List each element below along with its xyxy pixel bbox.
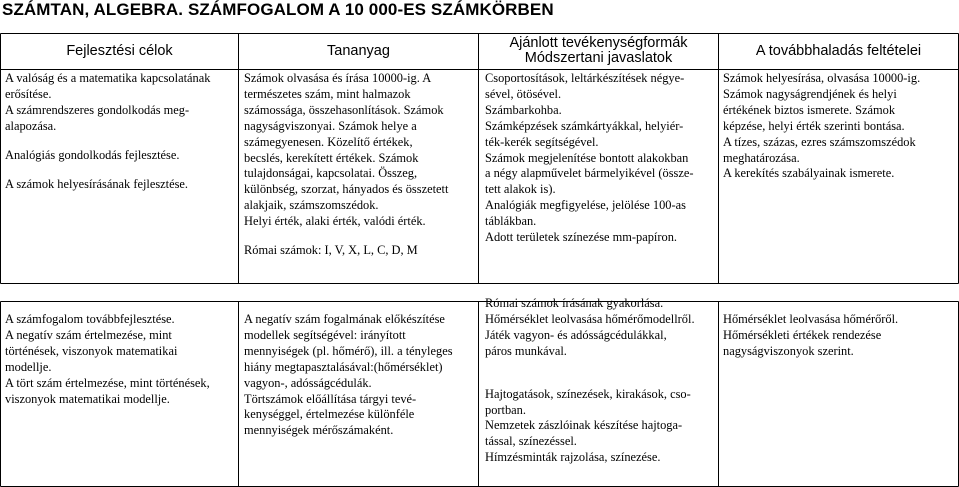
header-tevekenysegformak-line2: Módszertani javaslatok bbox=[524, 50, 673, 66]
cell-line: mennyiségek mérőszámaként. bbox=[244, 423, 394, 438]
cell-line: Hőmérsékleti értékek rendezése bbox=[723, 327, 882, 342]
cell-line: A számok helyesírásának fejlesztése. bbox=[5, 176, 189, 191]
cell-line: nagyságviszonyai. Számok helye a bbox=[244, 118, 417, 133]
cell-line: Számbarkohba. bbox=[485, 102, 562, 117]
cell-line: értékének biztos ismerete. Számok bbox=[723, 102, 896, 117]
cell-line: Hőmérséklet leolvasása hőmérőmodellről. bbox=[485, 311, 695, 326]
cell-line: táblákban. bbox=[485, 214, 537, 229]
cell-line: A negatív szám fogalmának előkészítése bbox=[244, 312, 445, 326]
cell-line: vagyon-, adósságcédulák. bbox=[244, 375, 372, 390]
cell-line: A valóság és a matematika kapcsolatának bbox=[5, 71, 211, 85]
header-tevekenysegformak-line1: Ajánlott tevékenységformák bbox=[509, 35, 688, 51]
row1-tovabbhaladas-cell bbox=[723, 71, 920, 182]
cell-line: Számok helyesírása, olvasása 10000-ig. bbox=[723, 71, 921, 85]
cell-line: Helyi érték, alaki érték, valódi érték. bbox=[244, 214, 426, 229]
cell-line: A tört szám értelmezése, mint történések, bbox=[5, 375, 210, 390]
cell-line: viszonyok matematikai modellje. bbox=[5, 391, 170, 406]
cell-line: Számok nagyságrendjének és helyi bbox=[723, 86, 897, 101]
cell-spacer bbox=[485, 360, 695, 387]
cell-line: képzése, helyi érték szerinti bontása. bbox=[723, 118, 905, 133]
cell-line: Számok megjelenítése bontott alakokban bbox=[485, 150, 689, 165]
page-title: SZÁMTAN, ALGEBRA. SZÁMFOGALOM A 10 000-ES SZÁMKÖRBEN bbox=[2, 0, 554, 19]
cell-line: A negatív szám értelmezése, mint bbox=[5, 327, 172, 342]
cell-line: Nemzetek zászlóinak készítése hajtoga- bbox=[485, 418, 683, 433]
cell-line: természetes szám, mint halmazok bbox=[244, 86, 411, 101]
cell-line: Számok olvasása és írása 10000-ig. A bbox=[244, 71, 432, 85]
cell-line: a négy alapművelet bármelyikével (össze- bbox=[485, 166, 694, 181]
cell-line: tett alakok is). bbox=[485, 182, 556, 197]
cell-line: portban. bbox=[485, 402, 526, 417]
row1-fejlesztesi-celok-cell bbox=[5, 71, 210, 192]
row1-tevekenysegformak-cell bbox=[485, 71, 694, 246]
row1-tananyag-cell bbox=[244, 71, 448, 259]
cell-line: Csoportosítások, leltárkészítések négye- bbox=[485, 71, 685, 85]
cell-spacer bbox=[244, 230, 448, 243]
header-tananyag: Tananyag bbox=[327, 43, 390, 59]
cell-line: mennyiségek (pl. hőmérő), ill. a tényleges bbox=[244, 343, 453, 358]
cell-line: Analógiák megfigyelése, jelölése 100-as bbox=[485, 198, 686, 213]
row2-tananyag-cell bbox=[244, 312, 453, 439]
header-tovabbhaladas-feltetelei: A továbbhaladás feltételei bbox=[755, 43, 922, 59]
cell-line: számegyenesen. Közelítő értékek, bbox=[244, 134, 413, 149]
cell-line: Hímzésminták rajzolása, színezése. bbox=[485, 450, 661, 465]
cell-line: erősítése. bbox=[5, 86, 52, 101]
cell-spacer bbox=[5, 164, 210, 177]
row2-tovabbhaladas-cell bbox=[723, 312, 898, 360]
cell-line: különbség, szorzat, hányados és összetett bbox=[244, 182, 449, 197]
cell-line: sével, ötösével. bbox=[485, 86, 562, 101]
cell-line: Adott területek színezése mm-papíron. bbox=[485, 230, 677, 245]
cell-line: tással, színezéssel. bbox=[485, 434, 577, 449]
cell-line: Hajtogatások, színezések, kirakások, cso- bbox=[485, 386, 691, 401]
cell-line: alapozása. bbox=[5, 118, 57, 133]
cell-line: alakjaik, számszomszédok. bbox=[244, 198, 379, 213]
cell-line: számossága, összehasonlítások. Számok bbox=[244, 102, 444, 117]
cell-line: kenységgel, értelmezése különféle bbox=[244, 407, 415, 422]
cell-line: A számrendszeres gondolkodás meg- bbox=[5, 102, 190, 117]
cell-line: Játék vagyon- és adósságcédulákkal, bbox=[485, 327, 667, 342]
cell-line: történések, viszonyok matematikai bbox=[5, 343, 178, 358]
cell-line: nagyságviszonyok szerint. bbox=[723, 343, 854, 358]
cell-line: Római számok: I, V, X, L, C, D, M bbox=[244, 243, 418, 258]
cell-line: becslés, kerekített értékek. Számok bbox=[244, 150, 419, 165]
cell-spacer bbox=[5, 135, 210, 148]
cell-line: A számfogalom továbbfejlesztése. bbox=[5, 312, 175, 326]
cell-line: A tízes, százas, ezres számszomszédok bbox=[723, 134, 916, 149]
cell-line: tulajdonságai, kapcsolatai. Összeg, bbox=[244, 166, 418, 181]
cell-line: páros munkával. bbox=[485, 343, 567, 358]
cell-line: meghatározása. bbox=[723, 150, 800, 165]
cell-line: modellje. bbox=[5, 359, 52, 374]
cell-line: Számképzések számkártyákkal, helyiér- bbox=[485, 118, 684, 133]
cell-line: ték-kerék segítségével. bbox=[485, 134, 599, 149]
cell-line: Törtszámok előállítása tárgyi tevé- bbox=[244, 391, 417, 406]
cell-line: modellek segítségével: irányított bbox=[244, 327, 406, 342]
header-fejlesztesi-celok: Fejlesztési célok bbox=[66, 43, 173, 59]
cell-line: Hőmérséklet leolvasása hőmérőről. bbox=[723, 312, 899, 326]
cell-line: Analógiás gondolkodás fejlesztése. bbox=[5, 147, 180, 162]
header-tevekenysegformak bbox=[479, 36, 718, 66]
row2-tevekenysegformak-cell bbox=[485, 296, 695, 466]
cell-line: Római számok írásának gyakorlása. bbox=[485, 296, 664, 310]
cell-line: hiány megtapasztalásával:(hőmérséklet) bbox=[244, 359, 443, 374]
cell-line: A kerekítés szabályainak ismerete. bbox=[723, 166, 895, 181]
row2-fejlesztesi-celok-cell bbox=[5, 312, 210, 407]
